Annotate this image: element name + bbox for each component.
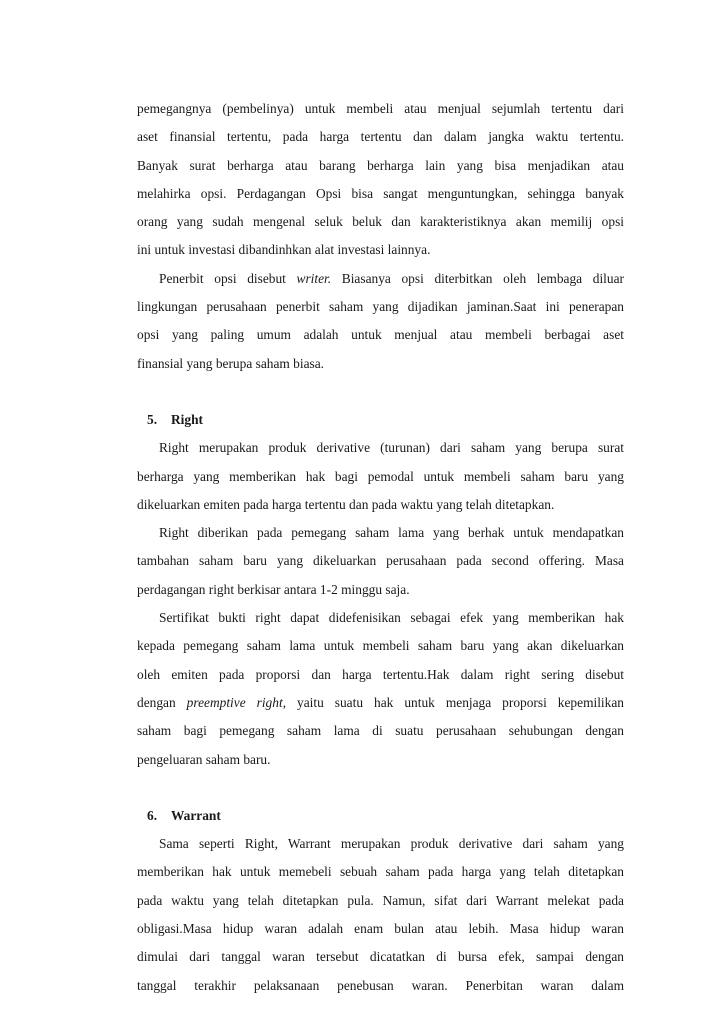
text-line: opsi yang paling umum adalah untuk menjual atau membeli berbagai aset — [137, 327, 624, 343]
section-spacer — [137, 378, 624, 406]
section-number: 6. — [147, 807, 158, 823]
text-line: pengeluaran saham baru. — [137, 751, 271, 767]
text-line: kepada pemegang saham lama untuk membeli saham baru yang akan dikeluarkan — [137, 638, 624, 654]
text-line: Right merupakan produk derivative (turunan) dari saham yang berupa surat — [159, 440, 624, 456]
text-segment: , yaitu suatu hak untuk menjaga proporsi kepemilikan — [282, 694, 624, 710]
text-line: saham bagi pemegang saham lama di suatu perusahaan sehubungan dengan — [137, 723, 624, 739]
text-line: dimulai dari tanggal waran tersebut dicatatkan di bursa efek, sampai dengan — [137, 949, 624, 965]
text-line: perdagangan right berkisar antara 1-2 minggu saja. — [137, 581, 410, 597]
text-line: orang yang sudah mengenal seluk beluk dan karakteristiknya akan memilij opsi — [137, 214, 624, 230]
text-line: melahirka opsi. Perdagangan Opsi bisa sangat menguntungkan, sehingga banyak — [137, 185, 624, 201]
paragraph-warrant-definition — [137, 830, 624, 1000]
section-spacer — [137, 774, 624, 802]
text-line: obligasi.Masa hidup waran adalah enam bulan atau lebih. Masa hidup waran — [137, 921, 624, 937]
text-line: oleh emiten pada proporsi dan harga tertentu.Hak dalam right sering disebut — [137, 666, 624, 682]
section-heading-warrant — [137, 802, 624, 830]
section-number: 5. — [147, 411, 158, 427]
paragraph-options-continued — [137, 95, 624, 265]
text-line: Banyak surat berharga atau barang berharga lain yang bisa menjadikan atau — [137, 157, 624, 173]
text-segment: Biasanya opsi diterbitkan oleh lembaga diluar — [331, 270, 624, 286]
paragraph-right-certificate — [137, 604, 624, 774]
text-line: pemegangnya (pembelinya) untuk membeli atau menjual sejumlah tertentu dari — [137, 101, 624, 116]
section-title: Warrant — [171, 807, 221, 823]
text-segment: dengan — [137, 694, 187, 710]
text-line: memberikan hak untuk memebeli sebuah saham pada harga yang telah ditetapkan — [137, 864, 624, 880]
text-line: Sertifikat bukti right dapat didefenisikan sebagai efek yang memberikan hak — [159, 610, 624, 626]
text-line — [137, 689, 624, 717]
text-line — [137, 265, 624, 293]
text-line: tanggal terakhir pelaksanaan penebusan waran. Penerbitan waran dalam — [137, 977, 624, 993]
text-line: ini untuk investasi dibandinhkan alat investasi lainnya. — [137, 242, 431, 258]
section-title: Right — [171, 411, 203, 427]
text-segment: Penerbit opsi disebut — [159, 270, 297, 286]
text-line: dikeluarkan emiten pada harga tertentu dan pada waktu yang telah ditetapkan. — [137, 496, 555, 512]
text-line: Right diberikan pada pemegang saham lama yang berhak untuk mendapatkan — [159, 525, 624, 541]
text-line: berharga yang memberikan hak bagi pemodal untuk membeli saham baru yang — [137, 468, 624, 484]
paragraph-option-writer — [137, 265, 624, 378]
text-line: lingkungan perusahaan penerbit saham yang dijadikan jaminan.Saat ini penerapan — [137, 299, 624, 315]
text-line: finansial yang berupa saham biasa. — [137, 355, 325, 371]
text-line: Sama seperti Right, Warrant merupakan produk derivative dari saham yang — [159, 836, 624, 852]
document-page — [137, 95, 624, 1000]
text-line: pada waktu yang telah ditetapkan pula. Namun, sifat dari Warrant melekat pada — [137, 892, 624, 908]
paragraph-right-given — [137, 519, 624, 604]
section-heading-right — [137, 406, 624, 434]
italic-term-writer: writer. — [296, 270, 332, 286]
text-line: tambahan saham baru yang dikeluarkan perusahaan pada second offering. Masa — [137, 553, 624, 569]
text-line: aset finansial tertentu, pada harga tertentu dan dalam jangka waktu tertentu. — [137, 129, 624, 145]
paragraph-right-definition — [137, 434, 624, 519]
italic-term-preemptive-right: preemptive right — [186, 694, 283, 710]
